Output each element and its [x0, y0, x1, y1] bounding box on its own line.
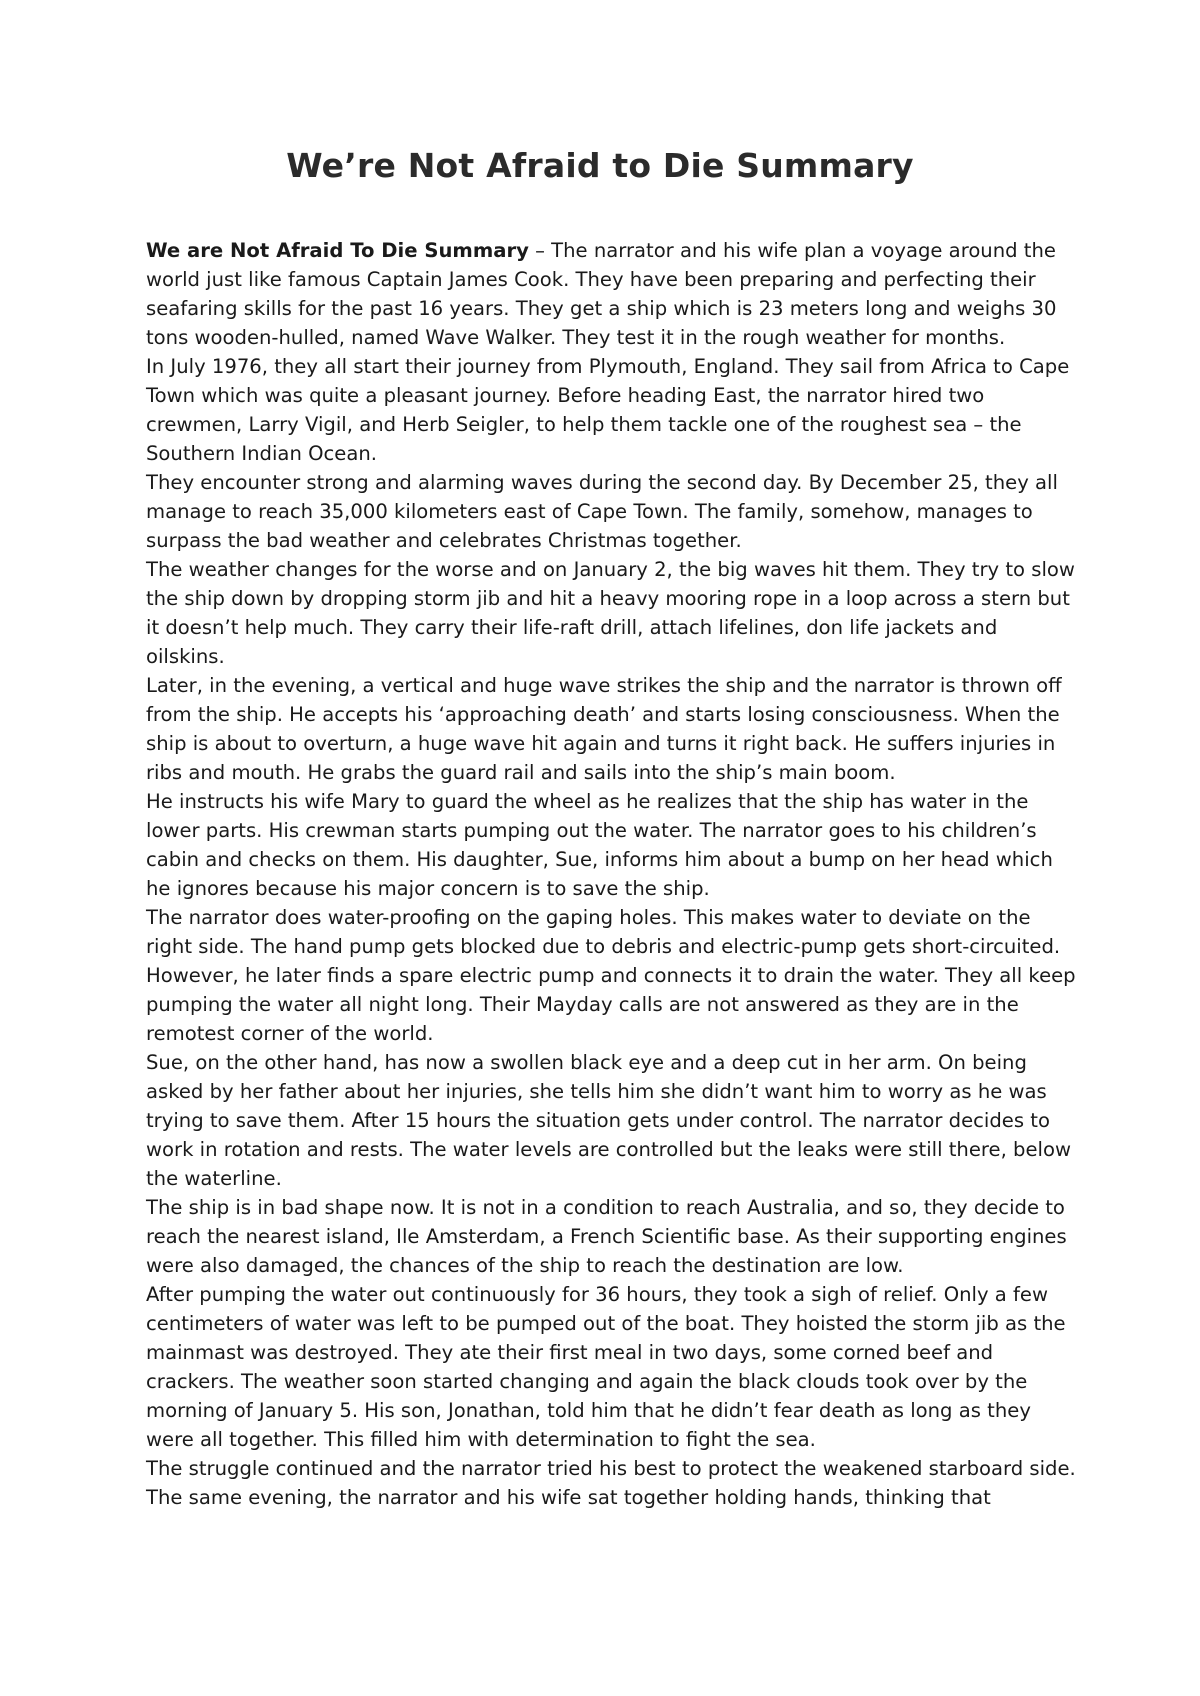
paragraph: They encounter strong and alarming waves during the second day. By December 25, they all manage to reach 35,000 kilometers east of Cape Town. The family, somehow, manages to surpass the bad weather and celebrates Christmas together.: [146, 471, 1058, 552]
page-title: We’re Not Afraid to Die Summary: [286, 146, 914, 185]
lead-text: – The narrator and his wife plan a voyage around the world just like famous Captain James Cook. They have been preparing and perfecting their seafaring skills for the past 16 years. They get a ship which is 23 meters long and weighs 30 tons wooden-hulled, named Wave Walker. They test it in the rough weather for months.: [146, 239, 1057, 349]
paragraph: The weather changes for the worse and on January 2, the big waves hit them. They try to slow the ship down by dropping storm jib and hit a heavy mooring rope in a loop across a stern but it doesn’t help much. They carry their life-raft drill, attach lifelines, don life jackets and oilskins.: [146, 558, 1075, 668]
paragraph: The ship is in bad shape now. It is not in a condition to reach Australia, and so, they decide to reach the nearest island, Ile Amsterdam, a French Scientific base. As their supporting engines were also damaged, the chances of the ship to reach the destination are low.: [146, 1196, 1067, 1277]
paragraph: In July 1976, they all start their journey from Plymouth, England. They sail from Africa to Cape Town which was quite a pleasant journey. Before heading East, the narrator hired two crewmen, Larry Vigil, and Herb Seigler, to help them tackle one of the roughest sea – the Southern Indian Ocean.: [146, 355, 1070, 465]
paragraph: Sue, on the other hand, has now a swollen black eye and a deep cut in her arm. On being asked by her father about her injuries, she tells him she didn’t want him to worry as he was trying to save them. After 15 hours the situation gets under control. The narrator decides to work in rotation and rests. The water levels are controlled but the leaks were still there, below the waterline.: [146, 1051, 1071, 1190]
paragraph: He instructs his wife Mary to guard the wheel as he realizes that the ship has water in the lower parts. His crewman starts pumping out the water. The narrator goes to his children’s cabin and checks on them. His daughter, Sue, informs him about a bump on her head which he ignores because his major concern is to save the ship.: [146, 790, 1053, 900]
paragraph: The narrator does water-proofing on the gaping holes. This makes water to deviate on the right side. The hand pump gets blocked due to debris and electric-pump gets short-circuited. However, he later finds a spare electric pump and connects it to drain the water. They all keep pumping the water all night long. Their Mayday calls are not answered as they are in the remotest corner of the world.: [146, 906, 1076, 1045]
paragraph-intro: [146, 236, 1081, 352]
document-body: [146, 236, 1081, 1512]
paragraph: After pumping the water out continuously for 36 hours, they took a sigh of relief. Only a few centimeters of water was left to be pumped out of the boat. They hoisted the storm jib as the mainmast was destroyed. They ate their first meal in two days, some corned beef and crackers. The weather soon started changing and again the black clouds took over by the morning of January 5. His son, Jonathan, told him that he didn’t fear death as long as they were all together. This filled him with determination to fight the sea.: [146, 1283, 1066, 1451]
paragraph: Later, in the evening, a vertical and huge wave strikes the ship and the narrator is thrown off from the ship. He accepts his ‘approaching death’ and starts losing consciousness. When the ship is about to overturn, a huge wave hit again and turns it right back. He suffers injuries in ribs and mouth. He grabs the guard rail and sails into the ship’s main boom.: [146, 674, 1062, 784]
paragraph: The struggle continued and the narrator tried his best to protect the weakened starboard side. The same evening, the narrator and his wife sat together holding hands, thinking that: [146, 1457, 1076, 1509]
lead-heading: We are Not Afraid To Die Summary: [146, 239, 529, 262]
